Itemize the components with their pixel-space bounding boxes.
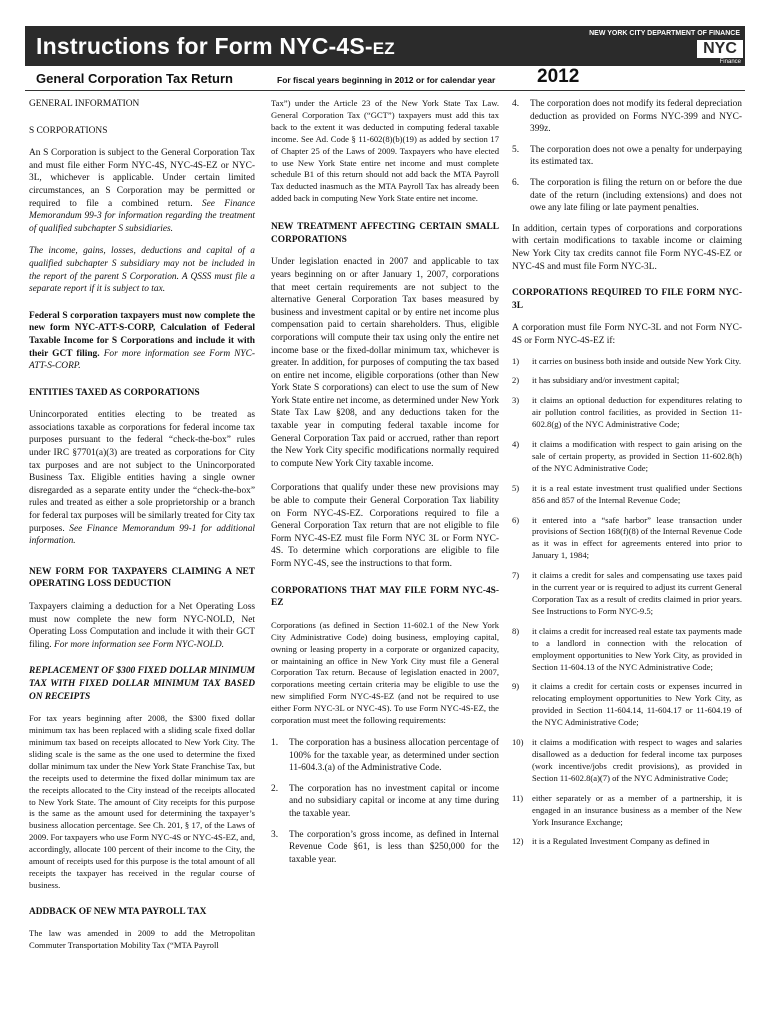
list-item: 9) it claims a credit for certain costs or expenses incurred in relocating employment opportunities to New York City, as provided in Section 11-604.14, 11-604.17 or 11-604.19 of the NYC Administrative Code;: [512, 681, 742, 728]
list-item: 10) it claims a modification with respect to wages and salaries disallowed as a deduction for federal income tax purposes (work incentive/jobs credit provisions), as provided in Section 11-602.8(a)(7) of the NYC Administrative Code;: [512, 737, 742, 783]
section-heading-nol: NEW FORM FOR TAXPAYERS CLAIMING A NET OPERATING LOSS DEDUCTION: [29, 566, 255, 590]
mta-continued-paragraph: Tax”) under the Article 23 of the New York State Tax Law. General Corporation Tax (“GCT”) taxpayers must add this tax back to the extent it was deducted in computing federal taxable income. See Ad. Code § 11-602(8)(b)(19) as added by section 17 of Chapter 25 of the Laws of 2009. Taxpayers who have elected to use New York State entire net income and must complete schedule B1 of this return should not add back the MTA Payroll Tax deducted inasmuch as the MTA Payroll Tax has already been added back in computing New York State entire net income.: [271, 98, 499, 204]
section-heading-s-corporations: S CORPORATIONS: [29, 125, 108, 136]
mta-paragraph: The law was amended in 2009 to add the Metropolitan Commuter Transportation Mobility Tax (“MTA Payroll: [29, 928, 255, 951]
column-2: [271, 98, 499, 874]
nol-paragraph: Taxpayers claiming a deduction for a Net Operating Loss must now complete the new form NYC-NOLD, Net Operating Loss Computation and include it with their GCT filing. For more information see Form NYC-NOLD.: [29, 602, 255, 650]
list-item: 4) it claims a modification with respect to gain arising on the sale of certain property, as provided in Section 11-602.8(h) of the NYC Administrative Code;: [512, 439, 742, 473]
list-item: 4. The corporation does not modify its federal depreciation deduction as provided on Forms NYC-399 and NYC-399z.: [512, 99, 742, 135]
section-heading-entities: ENTITIES TAXED AS CORPORATIONS: [29, 387, 200, 398]
s-corp-paragraph: An S Corporation is subject to the General Corporation Tax and must file either Form NYC-4S, NYC-4S-EZ or NYC-3L, whichever is applicable. Under certain limited circumstances, an S Corporation may be permitted or required to file a combined return. See Finance Memorandum 99-3 for information regarding the treatment of qualified subchapter S subsidiaries.: [29, 148, 255, 234]
list-item: 1) it carries on business both inside and outside New York City.: [512, 355, 742, 366]
list-item: 2) it has subsidiary and/or investment capital;: [512, 375, 680, 386]
list-item: 7) it claims a credit for sales and compensating use taxes paid in the current year or is required to adjust its current General Corporation Tax as a result of credits claimed in prior years. See Instructions to Form NYC-9.5;: [512, 570, 742, 616]
list-item: 5) it is a real estate investment trust qualified under Sections 856 and 857 of the Internal Revenue Code;: [512, 482, 742, 505]
list-item: 3. The corporation’s gross income, as defined in Internal Revenue Code §61, is less than $250,000 for the taxable year.: [271, 829, 499, 865]
small-corp-paragraph: Under legislation enacted in 2007 and applicable to tax years beginning on or after January 1, 2007, corporations that meet certain requirements are not subject to the alternative General Corporation Tax bases measured by business and investment capital or by entire net income plus compensation paid to certain shareholders. Thus, eligible corporations will compute their tax using only the entire net income base or the fixed-dollar minimum tax, whichever is greater. In addition, for purposes of computing the tax based on entire net income, eligible corporations (other than New York State S corporations) can elect to use the sum of New York State entire net income, as determined under New York State Tax Law §208, and any deductions taken for the taxable year in computing federal taxable income for General Corporation Tax paid or accrued, rather than report the New York City specific modifications normally required to compute New York City taxable income.: [271, 257, 499, 469]
list-item: 1. The corporation has a business allocation percentage of 100% for the taxable year, as determined under section 11-604.3.(a) of the Administrative Code.: [271, 737, 499, 774]
section-heading-may-file: CORPORATIONS THAT MAY FILE FORM NYC-4S-EZ: [271, 585, 499, 609]
section-heading-replacement: REPLACEMENT OF $300 FIXED DOLLAR MINIMUM TAX WITH FIXED DOLLAR MINIMUM TAX BASED ON RECEIPTS: [29, 666, 255, 702]
section-heading-general: GENERAL INFORMATION: [29, 99, 140, 109]
tax-year: 2012: [537, 66, 580, 87]
list-item: 6. The corporation is filing the return on or before the due date of the return (including extensions) and does not owe any late filing or late payment penalties.: [512, 177, 742, 214]
qsss-paragraph: The income, gains, losses, deductions and capital of a qualified subchapter S subsidiary may not be included in the report of the parent S Corporation. A QSSS must file a separate report if it is subject to tax.: [29, 246, 255, 295]
addition-paragraph: In addition, certain types of corporations and corporations with certain modifications to taxable income or claiming New York City tax credits cannot file Form NYC-4S-EZ or NYC-4S and must file Form NYC-3L.: [512, 223, 742, 272]
section-heading-required-3l: CORPORATIONS REQUIRED TO FILE FORM NYC-3L: [512, 288, 742, 311]
section-heading-small-corporations: NEW TREATMENT AFFECTING CERTAIN SMALL CORPORATIONS: [271, 222, 499, 245]
entities-paragraph: Unincorporated entities electing to be treated as associations taxable as corporations for federal income tax purposes pursuant to the federal “check-the-box” rules under IRC §7701(a)(3) are treated as corporations for City tax purposes and are not subject to the Unincorporated Business Tax. Eligible entities having a single owner disregarded as a separate entity under the “check-the-box” rules and treated as either a sole proprietorship or a branch for federal tax purposes will be similarly treated for City tax purposes. See Finance Memorandum 99-1 for additional information.: [29, 410, 256, 547]
list-item: 3) it claims an optional deduction for expenditures relating to air pollution control facilities, as provided in Section 11-602.8(g) of the NYC Administrative Code;: [512, 395, 742, 430]
fiscal-year-note: For fiscal years beginning in 2012 or for calendar year: [277, 75, 496, 85]
column-3: [512, 98, 742, 856]
header-divider: [25, 90, 745, 91]
list-item: 5. The corporation does not owe a penalty for underpaying its estimated tax.: [512, 144, 742, 168]
column-1: [29, 98, 255, 962]
list-item: 6) it entered into a “safe harbor” lease transaction under provisions of Section 168(f)(8) of the Internal Revenue Code as it was in effect for agreements entered into prior to January 1, 1984;: [512, 514, 743, 561]
list-item: 12) it is a Regulated Investment Company as defined in: [512, 836, 710, 847]
nyc-finance-logo: [697, 40, 743, 66]
logo-subtext: Finance: [697, 58, 743, 66]
list-item: 2. The corporation has no investment capital or income and no subsidiary capital or income at any time during the taxable year.: [271, 783, 499, 819]
logo-text: NYC: [697, 40, 743, 58]
required-3l-paragraph: A corporation must file Form NYC-3L and not Form NYC-4S or Form NYC-4S-EZ if:: [512, 323, 742, 346]
may-file-paragraph: Corporations (as defined in Section 11-602.1 of the New York City Administrative Code) doing business, employing capital, owning or leasing property in a corporate or organized capacity, or maintaining an office in New York City must file a General Corporation Tax return. Because of legislation enacted in 2007, corporations meeting certain criteria may be eligible to use the new simplified Form NYC-4S-EZ (and not be required to use either Form NYC-3L or NYC-4S). To use Form NYC-4S-EZ, the corporation must meet the following requirements:: [271, 619, 499, 726]
list-item: 8) it claims a credit for increased real estate tax payments made to a landlord in connection with the relocation of employment opportunities to New York City, as provided in Section 11-604.13 of the NYC Administrative Code;: [512, 625, 742, 672]
form-subtitle: General Corporation Tax Return: [36, 71, 233, 86]
qualify-paragraph: Corporations that qualify under these new provisions may be able to compute their General Corporation Tax liability on Form NYC-4S-EZ. Corporations required to file a General Corporation Tax return that are not eligible to file Form NYC-4S-EZ must file Form NYC 3L or Form NYC-4S. To determine which corporations are eligible to file Form NYC-4S, see the instructions to that form.: [271, 483, 499, 569]
federal-s-corp-paragraph: Federal S corporation taxpayers must now complete the new form NYC-ATT-S-CORP, Calculation of Federal Taxable Income for S Corporations and include it with their GCT filing. For more information see Form NYC-ATT-S-CORP.: [29, 310, 256, 372]
replacement-paragraph: For tax years beginning after 2008, the $300 fixed dollar minimum tax has been replaced with a sliding scale fixed dollar minimum tax based on receipts allocated to New York City. The sliding scale is the same as the one used to determine the fixed dollar minimum tax under the New York State Franchise Tax, but the receipts used to determine the fixed dollar minimum tax are the receipts allocated to the City instead of the receipts allocated to New York State. The amount of City receipts for this purpose is the same as the amount used for determining the taxpayer’s business allocation percentage. See Ch. 201, § 17, of the Laws of 2009. For taxpayers who use Form NYC-4S or NYC-4S-EZ, and, accordingly, allocate 100 percent of their income to the City, the amount of receipts used for this purpose is the total amount of all receipts the taxpayer has received in the regular course of business.: [29, 713, 255, 890]
department-name: NEW YORK CITY DEPARTMENT OF FINANCE: [589, 30, 740, 37]
section-heading-mta: ADDBACK OF NEW MTA PAYROLL TAX: [29, 906, 207, 917]
list-item: 11) either separately or as a member of a partnership, it is engaged in an insurance business as a member of the New York Insurance Exchange;: [512, 792, 742, 827]
page-title: Instructions for Form NYC-4S-EZ: [36, 33, 395, 59]
